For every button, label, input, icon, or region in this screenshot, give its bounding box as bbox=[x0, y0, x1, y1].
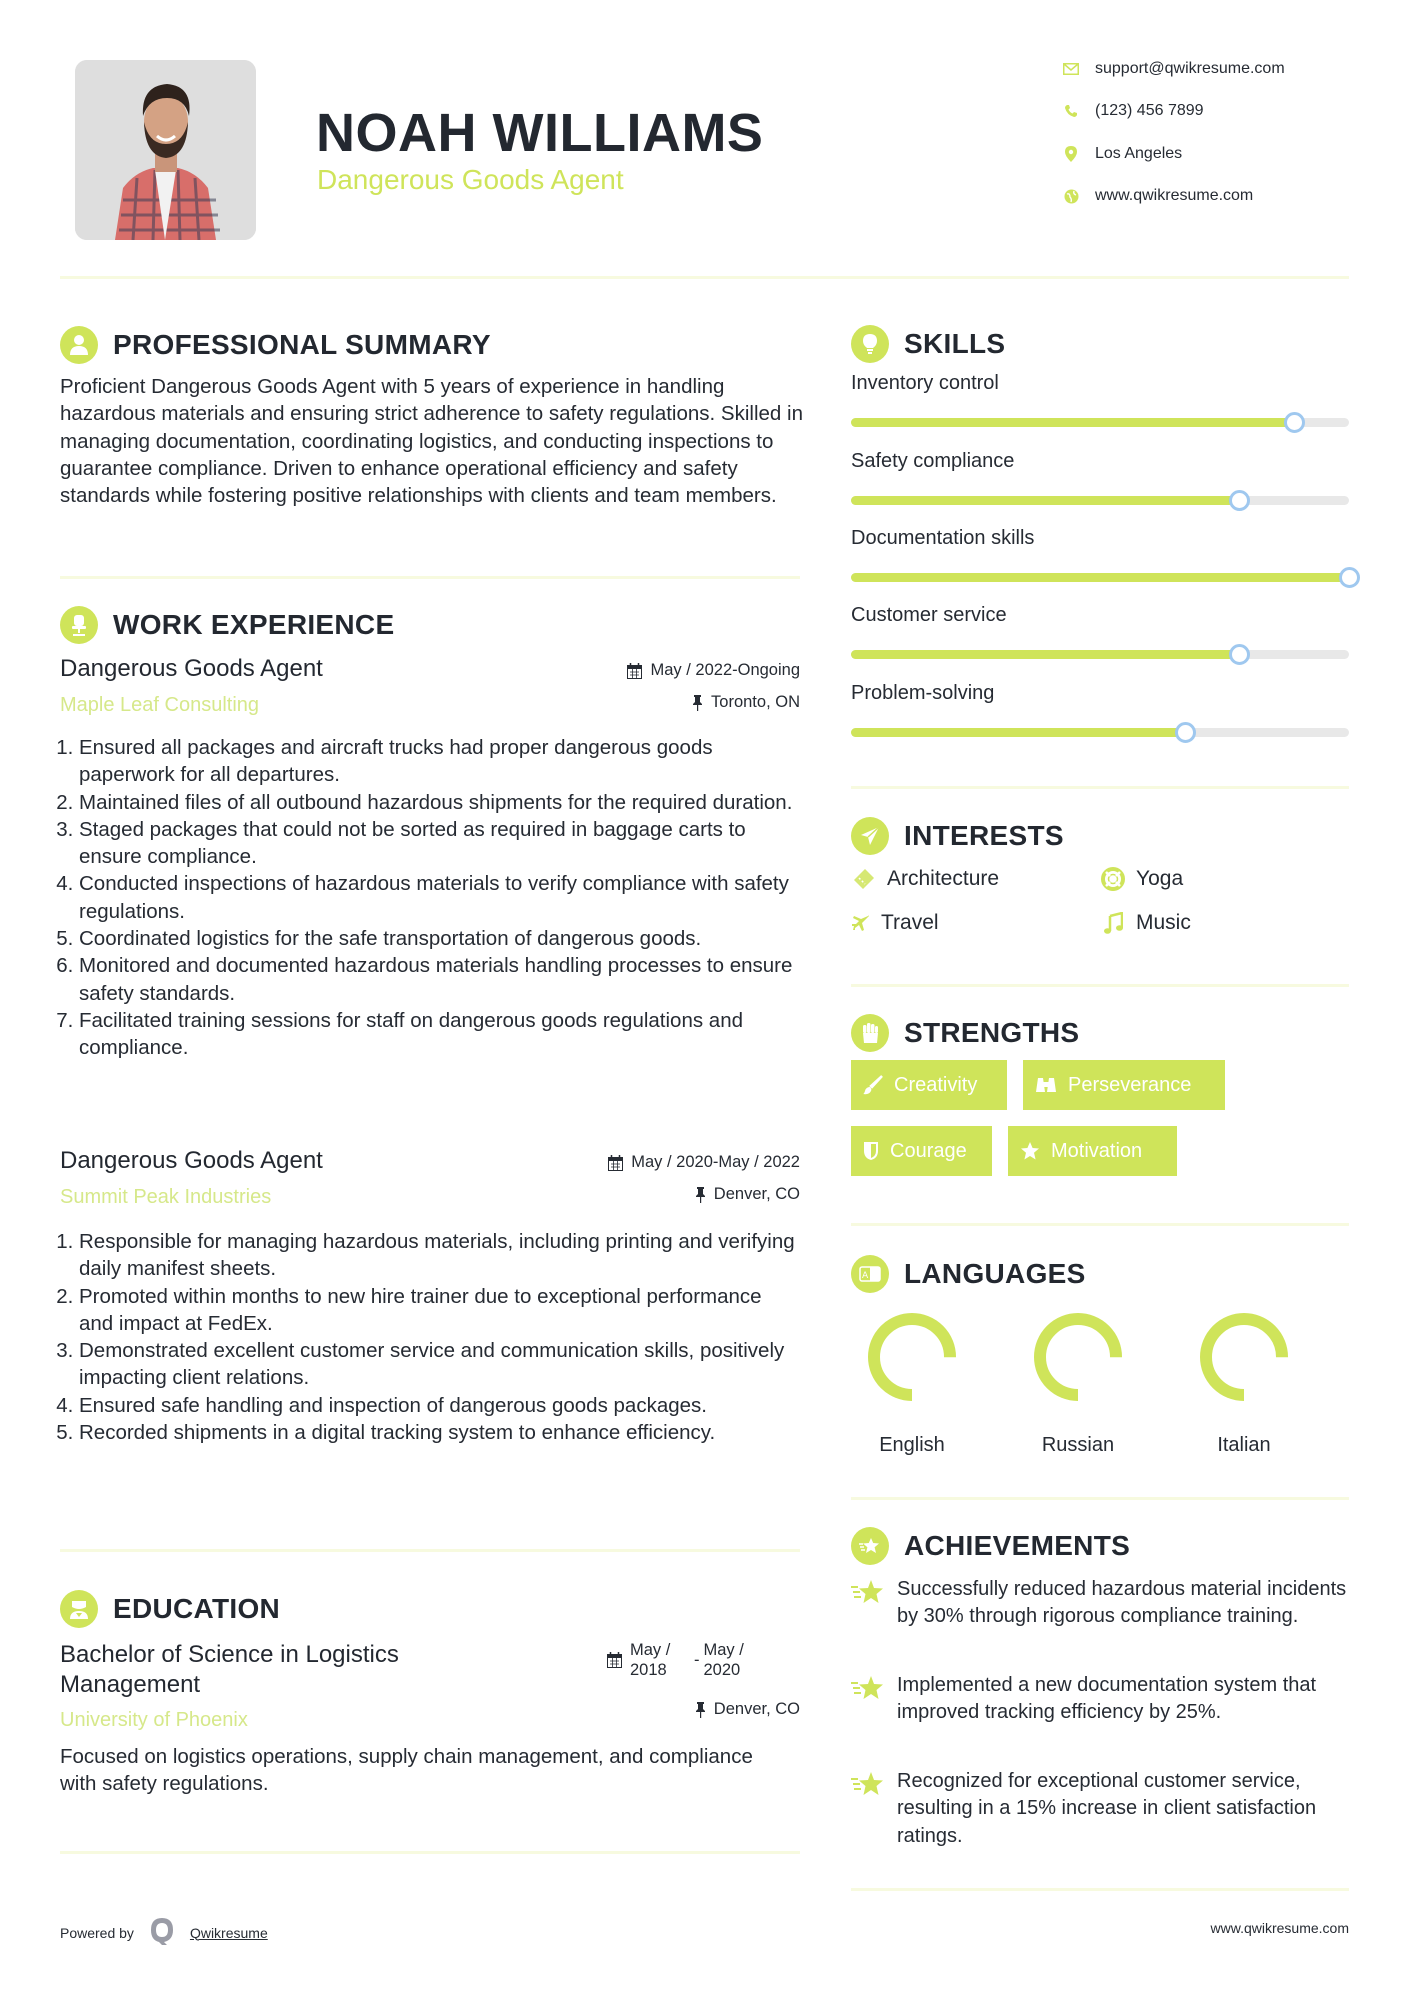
skill-level-knob bbox=[1339, 567, 1360, 588]
skill-label: Safety compliance bbox=[851, 450, 1015, 472]
lightbulb-icon bbox=[851, 325, 889, 363]
interest-item bbox=[1100, 910, 1191, 936]
pushpin-icon bbox=[695, 1187, 706, 1203]
language-ring bbox=[1008, 1305, 1148, 1409]
section-divider bbox=[60, 1549, 800, 1552]
achievement-text: Recognized for exceptional customer service, resulting in a 15% increase in client satisfaction ratings. bbox=[897, 1770, 1317, 1847]
job-bullets bbox=[60, 734, 800, 1062]
education-end-date: May / 2020 bbox=[703, 1641, 744, 1679]
contact-location-text: Los Angeles bbox=[1095, 145, 1183, 162]
skill-label: Problem-solving bbox=[851, 682, 995, 704]
skill-bar bbox=[851, 650, 1349, 659]
interest-item bbox=[851, 910, 939, 936]
language-item bbox=[842, 1305, 982, 1457]
date-separator: - bbox=[694, 1651, 700, 1669]
fist-icon bbox=[851, 1014, 889, 1052]
strength-label: Motivation bbox=[1051, 1139, 1143, 1162]
star-icon bbox=[1020, 1141, 1040, 1161]
section-heading-achievements bbox=[851, 1527, 1130, 1565]
section-heading-experience bbox=[60, 606, 394, 644]
summary-text: Proficient Dangerous Goods Agent with 5 years of experience in handling hazardous materials and ensuring strict adherence to safety regulations. Skilled in managing documentation, coordinating logistics, and conducting inspections to guarantee compliance. Driven to enhance operational efficiency and safety standards while fostering positive relationships with clients and team members. bbox=[60, 375, 803, 508]
language-item bbox=[1174, 1305, 1314, 1457]
section-title: ACHIEVEMENTS bbox=[904, 1530, 1131, 1561]
qwikresume-link[interactable]: Qwikresume bbox=[189, 1924, 268, 1941]
section-title: INTERESTS bbox=[904, 820, 1064, 851]
contact-website[interactable] bbox=[1060, 185, 1253, 207]
strength-chip bbox=[851, 1060, 1007, 1110]
achievement-item bbox=[851, 1576, 1349, 1631]
contact-website-text: www.qwikresume.com bbox=[1095, 187, 1254, 204]
section-heading-interests bbox=[851, 817, 1064, 855]
list-item: 2. Promoted within months to new hire trainer due to exceptional performance and impact at FedEx. bbox=[79, 1283, 800, 1338]
skill-bar bbox=[851, 418, 1349, 427]
section-heading-languages bbox=[851, 1255, 1086, 1293]
section-title: WORK EXPERIENCE bbox=[113, 609, 395, 640]
list-item: 3. Staged packages that could not be sorted as required in baggage carts to ensure compliance. bbox=[79, 816, 800, 871]
education-location bbox=[695, 1700, 800, 1719]
ticket-icon bbox=[851, 866, 877, 892]
paper-plane-icon bbox=[851, 817, 889, 855]
calendar-icon bbox=[608, 1155, 623, 1171]
skill-level-knob bbox=[1229, 644, 1250, 665]
list-item: 3. Demonstrated excellent customer service and communication skills, positively impacting client relations. bbox=[79, 1337, 800, 1392]
achievement-text: Successfully reduced hazardous material incidents by 30% through rigorous compliance training. bbox=[897, 1578, 1347, 1628]
phone-icon bbox=[1060, 100, 1082, 122]
section-title: EDUCATION bbox=[113, 1593, 281, 1624]
list-item: 5. Recorded shipments in a digital tracking system to enhance efficiency. bbox=[79, 1419, 800, 1446]
user-icon bbox=[60, 326, 98, 364]
achievement-text: Implemented a new documentation system that improved tracking efficiency by 25%. bbox=[897, 1674, 1317, 1724]
education-location-text: Denver, CO bbox=[713, 1700, 800, 1718]
company-name: Maple Leaf Consulting bbox=[60, 694, 260, 716]
plane-icon bbox=[851, 910, 871, 936]
language-item bbox=[1008, 1305, 1148, 1457]
section-heading-skills bbox=[851, 325, 1005, 363]
graduate-icon bbox=[60, 1590, 98, 1628]
job-dates-text: May / 2020-May / 2022 bbox=[631, 1153, 800, 1171]
job-bullets bbox=[60, 1228, 800, 1446]
section-divider bbox=[851, 1497, 1349, 1500]
school-name: University of Phoenix bbox=[60, 1709, 248, 1731]
star-badge-icon bbox=[851, 1527, 889, 1565]
interest-label: Yoga bbox=[1136, 867, 1184, 890]
strength-label: Courage bbox=[890, 1139, 967, 1162]
skill-label: Inventory control bbox=[851, 372, 999, 394]
section-divider bbox=[60, 1851, 800, 1854]
list-item: 6. Monitored and documented hazardous materials handling processes to ensure safety standards. bbox=[79, 952, 800, 1007]
calendar-icon bbox=[607, 1652, 622, 1668]
skill-bar-fill bbox=[851, 650, 1239, 659]
footer-website-link[interactable]: www.qwikresume.com bbox=[1210, 1920, 1349, 1936]
section-heading-strengths bbox=[851, 1014, 1079, 1052]
svg-text:A: A bbox=[862, 1271, 869, 1281]
language-label: Russian bbox=[1041, 1434, 1115, 1456]
section-divider bbox=[60, 576, 800, 579]
language-label: Italian bbox=[1217, 1434, 1271, 1456]
powered-by-label: Powered by bbox=[60, 1924, 134, 1941]
envelope-icon bbox=[1060, 58, 1082, 80]
strength-chip bbox=[851, 1126, 992, 1176]
list-item: 1. Responsible for managing hazardous materials, including printing and verifying daily manifest sheets. bbox=[79, 1228, 800, 1283]
office-chair-icon bbox=[60, 606, 98, 644]
skill-bar bbox=[851, 573, 1349, 582]
paintbrush-icon bbox=[863, 1075, 883, 1095]
section-divider bbox=[851, 786, 1349, 789]
list-item: 2. Maintained files of all outbound hazardous shipments for the required duration. bbox=[79, 789, 800, 816]
job-location bbox=[695, 1185, 800, 1204]
strength-label: Perseverance bbox=[1068, 1073, 1192, 1096]
section-divider bbox=[851, 1223, 1349, 1226]
interest-label: Travel bbox=[881, 911, 939, 934]
contact-phone-text: (123) 456 7899 bbox=[1095, 102, 1204, 119]
shooting-star-icon bbox=[851, 1576, 887, 1631]
contact-phone[interactable] bbox=[1060, 100, 1204, 122]
section-divider bbox=[851, 984, 1349, 987]
degree-title: Bachelor of Science in Logistics Management bbox=[60, 1641, 399, 1698]
lifebuoy-icon bbox=[1100, 866, 1126, 892]
skill-bar-fill bbox=[851, 573, 1349, 582]
language-ring bbox=[1174, 1305, 1314, 1409]
company-name: Summit Peak Industries bbox=[60, 1186, 272, 1208]
strength-label: Creativity bbox=[894, 1073, 978, 1096]
education-description: Focused on logistics operations, supply chain management, and compliance with safety regulations. bbox=[60, 1745, 753, 1796]
list-item: 5. Coordinated logistics for the safe transportation of dangerous goods. bbox=[79, 925, 800, 952]
education-dates bbox=[607, 1640, 754, 1680]
achievement-item bbox=[851, 1768, 1349, 1850]
pushpin-icon bbox=[695, 1702, 706, 1718]
skill-level-knob bbox=[1229, 490, 1250, 511]
interest-label: Architecture bbox=[887, 867, 1000, 890]
list-item: 1. Ensured all packages and aircraft trucks had proper dangerous goods paperwork for all departures. bbox=[79, 734, 800, 789]
list-item: 7. Facilitated training sessions for staff on dangerous goods regulations and compliance. bbox=[79, 1007, 800, 1062]
job-location bbox=[692, 693, 800, 712]
profile-photo bbox=[75, 60, 256, 240]
section-title: PROFESSIONAL SUMMARY bbox=[113, 329, 491, 360]
job-dates-text: May / 2022-Ongoing bbox=[650, 661, 800, 679]
globe-icon bbox=[1060, 185, 1082, 207]
header-divider bbox=[60, 276, 1349, 279]
job-location-text: Denver, CO bbox=[713, 1185, 800, 1203]
section-divider bbox=[851, 1888, 1349, 1891]
qwikresume-logo-icon bbox=[148, 1916, 176, 1949]
contact-email-text: support@qwikresume.com bbox=[1095, 60, 1285, 77]
skill-level-knob bbox=[1284, 412, 1305, 433]
list-item: 4. Ensured safe handling and inspection of dangerous goods packages. bbox=[79, 1392, 800, 1419]
interest-item bbox=[1100, 866, 1183, 892]
music-note-icon bbox=[1100, 910, 1126, 936]
calendar-icon bbox=[627, 663, 642, 679]
strength-chip bbox=[1023, 1060, 1225, 1110]
job-location-text: Toronto, ON bbox=[711, 693, 800, 711]
shield-icon bbox=[863, 1141, 879, 1161]
skill-label: Documentation skills bbox=[851, 527, 1035, 549]
achievement-item bbox=[851, 1672, 1349, 1727]
list-item: 4. Conducted inspections of hazardous materials to verify compliance with safety regulations. bbox=[79, 870, 800, 925]
candidate-name: NOAH WILLIAMS bbox=[316, 103, 764, 163]
contact-location bbox=[1060, 143, 1182, 165]
map-pin-icon bbox=[1060, 143, 1082, 165]
skill-bar bbox=[851, 496, 1349, 505]
contact-email[interactable] bbox=[1060, 58, 1285, 80]
translate-icon bbox=[851, 1255, 889, 1293]
shooting-star-icon bbox=[851, 1672, 887, 1727]
footer-powered-by bbox=[60, 1916, 268, 1949]
candidate-role: Dangerous Goods Agent bbox=[317, 164, 624, 195]
education-start-date: May / 2018 bbox=[630, 1641, 671, 1679]
interest-label: Music bbox=[1136, 911, 1191, 934]
job-title: Dangerous Goods Agent bbox=[60, 655, 323, 682]
skill-bar-fill bbox=[851, 728, 1185, 737]
job-title: Dangerous Goods Agent bbox=[60, 1147, 323, 1174]
language-ring bbox=[842, 1305, 982, 1409]
pushpin-icon bbox=[692, 695, 703, 711]
section-title: STRENGTHS bbox=[904, 1017, 1080, 1048]
skill-bar bbox=[851, 728, 1349, 737]
section-title: SKILLS bbox=[904, 328, 1006, 359]
section-heading-summary bbox=[60, 326, 491, 364]
language-label: English bbox=[879, 1434, 945, 1456]
strength-chip bbox=[1008, 1126, 1177, 1176]
section-title: LANGUAGES bbox=[904, 1258, 1086, 1289]
job-dates bbox=[608, 1153, 800, 1172]
person-photo-illustration bbox=[75, 60, 256, 240]
skill-bar-fill bbox=[851, 418, 1294, 427]
skill-label: Customer service bbox=[851, 604, 1007, 626]
job-dates bbox=[627, 661, 800, 680]
skill-level-knob bbox=[1175, 722, 1196, 743]
shooting-star-icon bbox=[851, 1768, 887, 1850]
binoculars-icon bbox=[1035, 1076, 1057, 1094]
interest-item bbox=[851, 866, 999, 892]
section-heading-education bbox=[60, 1590, 280, 1628]
skill-bar-fill bbox=[851, 496, 1239, 505]
